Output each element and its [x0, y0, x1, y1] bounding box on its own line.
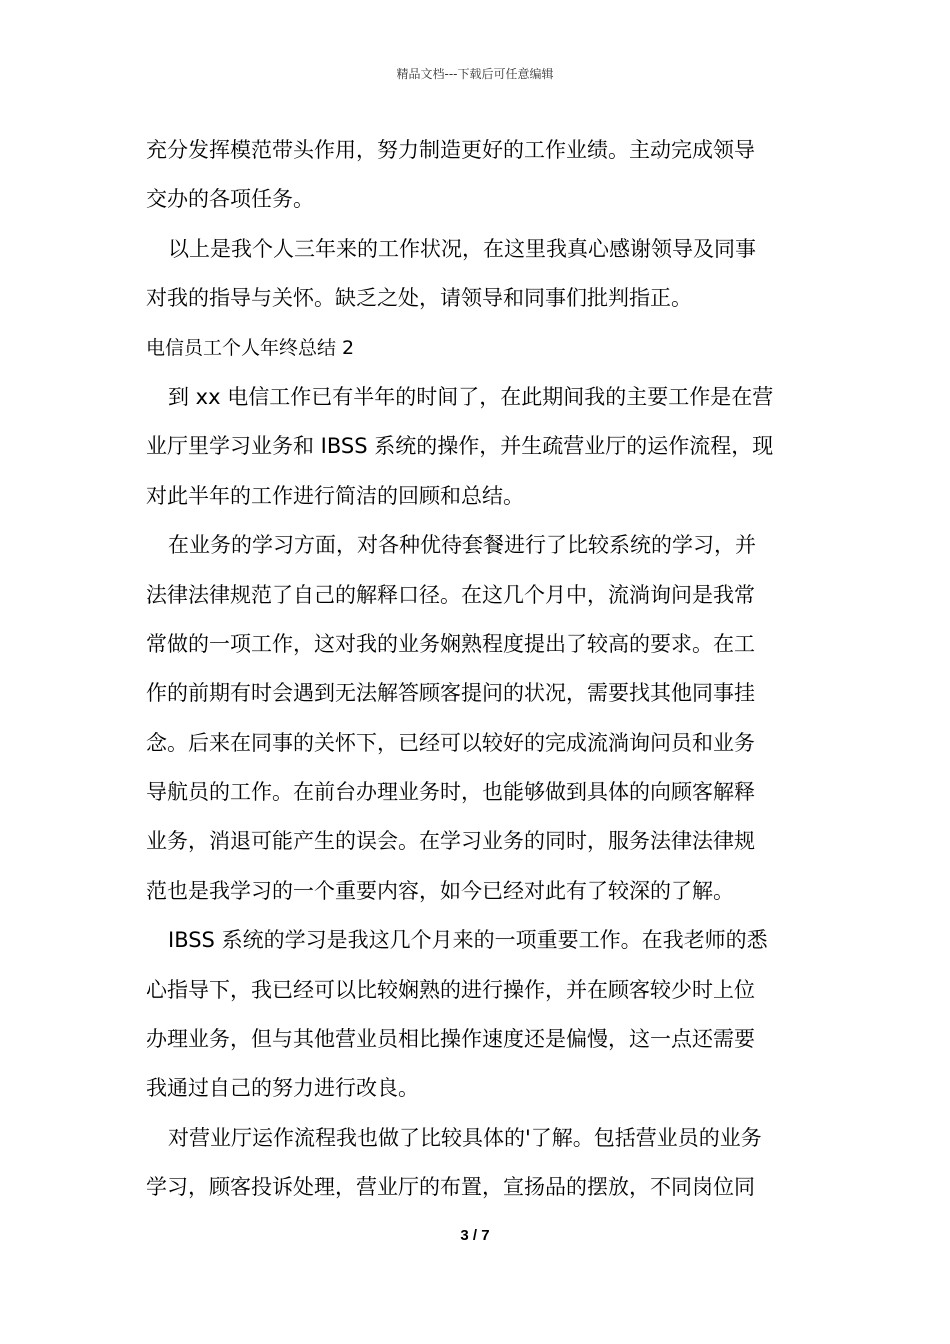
text-line: 念。后来在同事的关怀下，已经可以较好的完成流淌询问员和业务: [146, 730, 755, 755]
text-line: 业厅里学习业务和 IBSS 系统的操作，并生疏营业厅的运作流程，现: [146, 434, 774, 459]
text-line: IBSS 系统的学习是我这几个月来的一项重要工作。在我老师的悉: [168, 928, 768, 953]
text-line: 常做的一项工作，这对我的业务娴熟程度提出了较高的要求。在工: [146, 631, 755, 656]
text-line: 学习，顾客投诉处理，营业厅的布置，宣扬品的摆放，不同岗位同: [146, 1175, 755, 1200]
text-line: 法律法律规范了自己的解释口径。在这几个月中，流淌询问是我常: [146, 582, 755, 607]
text-line: 在业务的学习方面，对各种优待套餐进行了比较系统的学习，并: [168, 533, 756, 558]
text-line: 办理业务，但与其他营业员相比操作速度还是偏慢，这一点还需要: [146, 1027, 755, 1052]
text-line: 我通过自己的努力进行改良。: [146, 1076, 419, 1101]
text-line: 充分发挥模范带头作用，努力制造更好的工作业绩。主动完成领导: [146, 138, 755, 162]
text-line: 对营业厅运作流程我也做了比较具体的'了解。包括营业员的业务: [168, 1125, 762, 1150]
text-line: 业务，消退可能产生的误会。在学习业务的同时，服务法律法律规: [146, 829, 755, 854]
text-line: 以上是我个人三年来的工作状况，在这里我真心感谢领导及同事: [168, 236, 756, 261]
document-body: [146, 126, 806, 1213]
text-line: 作的前期有时会遇到无法解答顾客提问的状况，需要找其他同事挂: [146, 681, 755, 706]
text-line: 范也是我学习的一个重要内容，如今已经对此有了较深的了解。: [146, 878, 734, 903]
page-number: 3 / 7: [460, 1227, 490, 1244]
text-line: 心指导下，我已经可以比较娴熟的进行操作，并在顾客较少时上位: [146, 977, 755, 1002]
text-line: 到 xx 电信工作已有半年的时间了，在此期间我的主要工作是在营: [168, 384, 774, 409]
page-header: 精品文档---下载后可任意编辑: [396, 67, 554, 81]
section-heading: 电信员工个人年终总结 2: [146, 336, 355, 359]
text-line: 导航员的工作。在前台办理业务时，也能够做到具体的向顾客解释: [146, 780, 755, 805]
text-line: 对我的指导与关怀。缺乏之处，请领导和同事们批判指正。: [146, 286, 692, 311]
text-line: 对此半年的工作进行简洁的回顾和总结。: [146, 483, 524, 508]
text-line: 交办的各项任务。: [146, 187, 314, 212]
